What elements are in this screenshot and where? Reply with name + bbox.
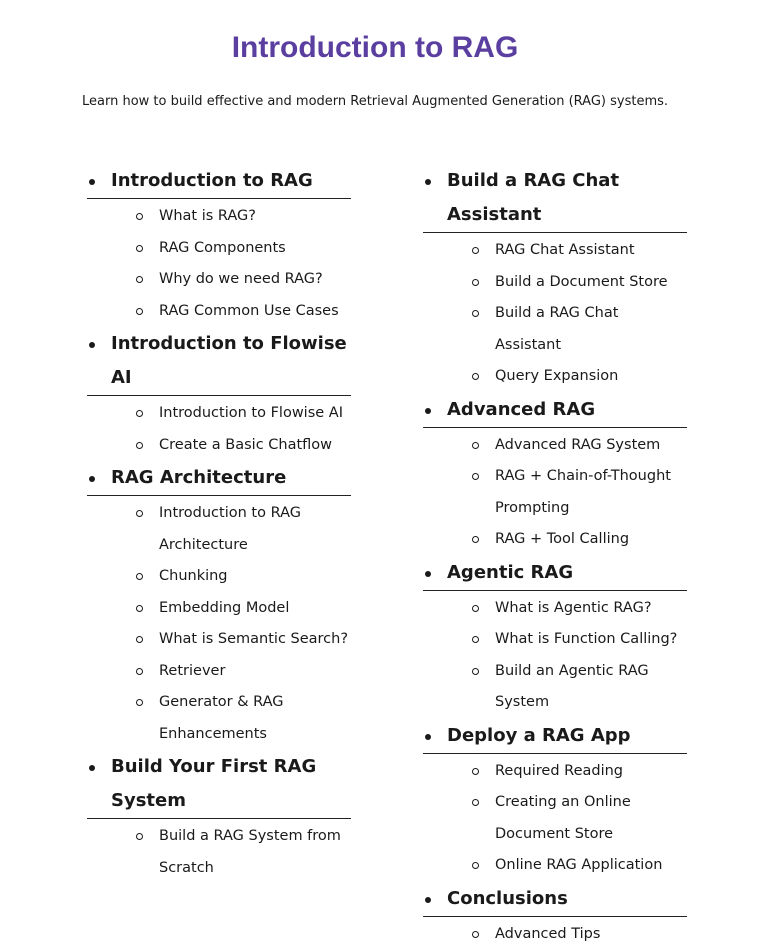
circle-bullet-icon [136, 636, 143, 643]
section-heading-label: RAG Architecture [111, 467, 286, 488]
section [87, 327, 351, 461]
section [423, 719, 687, 882]
list-item-label: What is RAG? [159, 208, 256, 224]
list-item-label: RAG Common Use Cases [159, 303, 339, 319]
list-item[interactable] [423, 235, 687, 267]
list-item[interactable] [423, 624, 687, 656]
list-item[interactable] [87, 687, 351, 750]
page-title: Introduction to RAG [0, 28, 750, 68]
circle-bullet-icon [472, 668, 479, 675]
list-item[interactable] [87, 398, 351, 430]
bullet-icon [89, 179, 95, 185]
section-heading-label: Introduction to Flowise AI [111, 333, 347, 388]
circle-bullet-icon [136, 605, 143, 612]
circle-bullet-icon [472, 768, 479, 775]
sub-list [423, 919, 687, 950]
section-heading-label: Build Your First RAG System [111, 756, 316, 811]
section [87, 164, 351, 327]
list-item-label: Build a RAG Chat Assistant [495, 305, 618, 353]
circle-bullet-icon [472, 536, 479, 543]
section-heading[interactable] [87, 461, 351, 496]
list-item[interactable] [423, 361, 687, 393]
section [423, 882, 687, 950]
list-item-label: What is Agentic RAG? [495, 600, 652, 616]
section-heading[interactable] [423, 719, 687, 754]
circle-bullet-icon [136, 510, 143, 517]
bullet-icon [425, 571, 431, 577]
circle-bullet-icon [472, 799, 479, 806]
list-item-label: RAG + Tool Calling [495, 531, 629, 547]
circle-bullet-icon [472, 473, 479, 480]
section [423, 393, 687, 556]
list-item[interactable] [423, 524, 687, 556]
list-item[interactable] [87, 264, 351, 296]
list-item-label: Build a Document Store [495, 274, 668, 290]
list-item-label: Introduction to Flowise AI [159, 405, 343, 421]
bullet-icon [89, 476, 95, 482]
list-item[interactable] [87, 593, 351, 625]
list-item-label: Creating an Online Document Store [495, 794, 631, 842]
section-heading[interactable] [423, 882, 687, 917]
list-item[interactable] [87, 430, 351, 462]
list-item-label: Chunking [159, 568, 228, 584]
circle-bullet-icon [136, 833, 143, 840]
bullet-icon [89, 342, 95, 348]
section-heading-label: Agentic RAG [447, 562, 573, 583]
list-item-label: RAG Chat Assistant [495, 242, 635, 258]
list-item[interactable] [87, 201, 351, 233]
circle-bullet-icon [136, 213, 143, 220]
sub-list [87, 821, 351, 884]
list-item-label: Advanced RAG System [495, 437, 660, 453]
bullet-icon [425, 897, 431, 903]
list-item-label: Generator & RAG Enhancements [159, 694, 284, 742]
list-item-label: Build an Agentic RAG System [495, 663, 649, 711]
circle-bullet-icon [472, 247, 479, 254]
list-item[interactable] [423, 298, 687, 361]
section-heading-label: Conclusions [447, 888, 568, 909]
section-heading[interactable] [423, 164, 687, 233]
circle-bullet-icon [472, 373, 479, 380]
list-item-label: Embedding Model [159, 600, 289, 616]
bullet-icon [89, 765, 95, 771]
list-item[interactable] [423, 850, 687, 882]
list-item[interactable] [423, 267, 687, 299]
sub-list [423, 593, 687, 719]
section-heading[interactable] [423, 556, 687, 591]
page-subtitle: Learn how to build effective and modern Retrieval Augmented Generation (RAG) systems. [0, 92, 750, 112]
list-item[interactable] [87, 296, 351, 328]
list-item[interactable] [423, 461, 687, 524]
list-item[interactable] [423, 756, 687, 788]
list-item[interactable] [87, 233, 351, 265]
section-heading[interactable] [87, 164, 351, 199]
list-item-label: Query Expansion [495, 368, 618, 384]
list-item[interactable] [87, 624, 351, 656]
sub-list [423, 235, 687, 393]
circle-bullet-icon [472, 636, 479, 643]
sub-list [423, 756, 687, 882]
circle-bullet-icon [472, 862, 479, 869]
circle-bullet-icon [136, 573, 143, 580]
list-item-label: Create a Basic Chatflow [159, 437, 332, 453]
left-column [87, 164, 351, 884]
circle-bullet-icon [472, 279, 479, 286]
section-heading[interactable] [87, 750, 351, 819]
section [423, 556, 687, 719]
list-item-label: Required Reading [495, 763, 623, 779]
sub-list [87, 201, 351, 327]
list-item[interactable] [423, 787, 687, 850]
list-item[interactable] [87, 498, 351, 561]
list-item-label: Advanced Tips [495, 926, 600, 942]
section-heading-label: Introduction to RAG [111, 170, 313, 191]
list-item-label: RAG Components [159, 240, 286, 256]
bullet-icon [425, 408, 431, 414]
list-item-label: RAG + Chain-of-Thought Prompting [495, 468, 671, 516]
list-item[interactable] [87, 656, 351, 688]
sub-list [87, 398, 351, 461]
list-item-label: Why do we need RAG? [159, 271, 323, 287]
list-item-label: Online RAG Application [495, 857, 662, 873]
list-item-label: Build a RAG System from Scratch [159, 828, 341, 876]
circle-bullet-icon [136, 308, 143, 315]
circle-bullet-icon [472, 931, 479, 938]
section [423, 164, 687, 393]
circle-bullet-icon [136, 276, 143, 283]
section [87, 750, 351, 884]
bullet-icon [425, 734, 431, 740]
right-column [423, 164, 687, 950]
list-item[interactable] [423, 593, 687, 625]
list-item[interactable] [423, 430, 687, 462]
sub-list [87, 498, 351, 750]
sub-list [423, 430, 687, 556]
section-heading[interactable] [87, 327, 351, 396]
list-item[interactable] [423, 919, 687, 950]
list-item-label: Retriever [159, 663, 225, 679]
circle-bullet-icon [136, 699, 143, 706]
section [87, 461, 351, 750]
circle-bullet-icon [136, 442, 143, 449]
circle-bullet-icon [136, 668, 143, 675]
list-item[interactable] [87, 821, 351, 884]
circle-bullet-icon [136, 410, 143, 417]
circle-bullet-icon [472, 442, 479, 449]
bullet-icon [425, 179, 431, 185]
circle-bullet-icon [472, 310, 479, 317]
list-item-label: Introduction to RAG Architecture [159, 505, 301, 553]
circle-bullet-icon [136, 245, 143, 252]
list-item[interactable] [87, 561, 351, 593]
list-item-label: What is Semantic Search? [159, 631, 348, 647]
list-item[interactable] [423, 656, 687, 719]
circle-bullet-icon [472, 605, 479, 612]
section-heading[interactable] [423, 393, 687, 428]
list-item-label: What is Function Calling? [495, 631, 677, 647]
section-heading-label: Build a RAG Chat Assistant [447, 170, 619, 225]
section-heading-label: Deploy a RAG App [447, 725, 631, 746]
section-heading-label: Advanced RAG [447, 399, 595, 420]
